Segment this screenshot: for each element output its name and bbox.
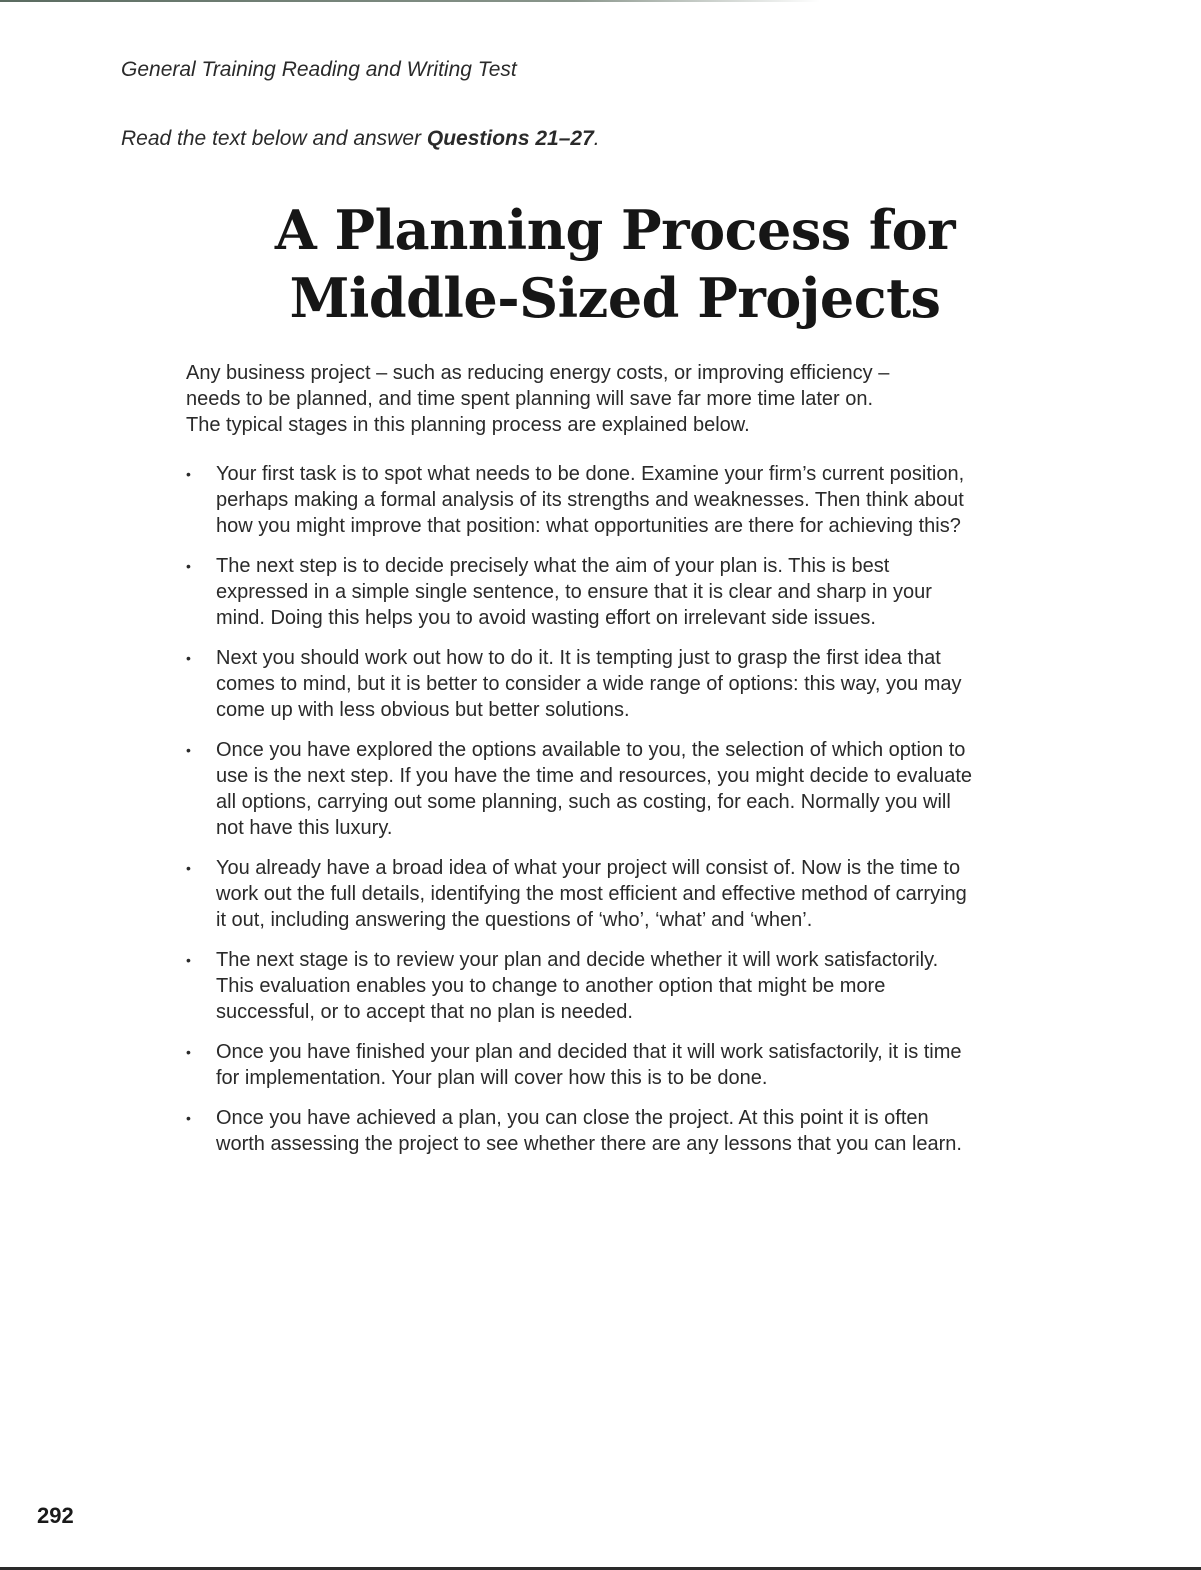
step-line: come up with less obvious but better solutions.	[216, 699, 630, 721]
instruction-questions: Questions 21–27	[426, 127, 594, 150]
step-line: successful, or to accept that no plan is needed.	[216, 1001, 633, 1023]
intro-paragraph	[186, 360, 1006, 438]
step-line: Next you should work out how to do it. It is tempting just to grasp the first idea that	[216, 647, 941, 669]
bullet-icon: •	[186, 558, 191, 574]
step-line: work out the full details, identifying the most efficient and effective method of carrying	[216, 883, 967, 905]
planning-step-6	[186, 947, 1066, 1025]
step-line: worth assessing the project to see whether there are any lessons that you can learn.	[216, 1133, 962, 1155]
step-line: for implementation. Your plan will cover how this is to be done.	[216, 1067, 768, 1089]
step-line: comes to mind, but it is better to consider a wide range of options: this way, you may	[216, 673, 962, 695]
bullet-icon: •	[186, 1044, 191, 1060]
step-line: mind. Doing this helps you to avoid wasting effort on irrelevant side issues.	[216, 607, 876, 629]
step-line: The next stage is to review your plan and decide whether it will work satisfactorily.	[216, 949, 939, 971]
bullet-icon: •	[186, 650, 191, 666]
planning-step-7	[186, 1039, 1066, 1091]
article-title	[180, 196, 1050, 332]
planning-step-1	[186, 461, 1066, 539]
step-line: it out, including answering the questions of ‘who’, ‘what’ and ‘when’.	[216, 909, 813, 931]
running-head: General Training Reading and Writing Test	[121, 58, 517, 81]
bullet-icon: •	[186, 466, 191, 482]
bullet-icon: •	[186, 952, 191, 968]
intro-line: needs to be planned, and time spent planning will save far more time later on.	[186, 388, 874, 410]
instruction-suffix: .	[593, 127, 600, 150]
planning-step-4	[186, 737, 1066, 841]
step-line: The next step is to decide precisely what the aim of your plan is. This is best	[216, 555, 890, 577]
bullet-icon: •	[186, 1110, 191, 1126]
step-line: not have this luxury.	[216, 817, 393, 839]
planning-step-2	[186, 553, 1066, 631]
step-line: Your first task is to spot what needs to be done. Examine your firm’s current position,	[216, 463, 965, 485]
instruction-prefix: Read the text below and answer	[121, 127, 427, 150]
step-line: You already have a broad idea of what your project will consist of. Now is the time to	[216, 857, 961, 879]
bullet-icon: •	[186, 742, 191, 758]
step-line: perhaps making a formal analysis of its strengths and weaknesses. Then think about	[216, 489, 964, 511]
planning-step-3	[186, 645, 1066, 723]
bullet-icon: •	[186, 860, 191, 876]
top-rule	[0, 0, 820, 2]
step-line: all options, carrying out some planning, such as costing, for each. Normally you will	[216, 791, 951, 813]
planning-steps-list	[186, 461, 1066, 1171]
step-line: Once you have achieved a plan, you can close the project. At this point it is often	[216, 1107, 929, 1129]
intro-line: Any business project – such as reducing energy costs, or improving efficiency –	[186, 362, 890, 384]
article-title-line-2: Middle-Sized Projects	[289, 266, 941, 330]
page-number: 292	[37, 1503, 74, 1528]
step-line: use is the next step. If you have the time and resources, you might decide to evaluate	[216, 765, 972, 787]
instruction	[121, 127, 600, 151]
step-line: how you might improve that position: what opportunities are there for achieving this?	[216, 515, 961, 537]
step-line: expressed in a simple single sentence, to ensure that it is clear and sharp in your	[216, 581, 932, 603]
planning-step-5	[186, 855, 1066, 933]
step-line: Once you have finished your plan and decided that it will work satisfactorily, it is time	[216, 1041, 962, 1063]
step-line: Once you have explored the options available to you, the selection of which option to	[216, 739, 966, 761]
article-title-line-1: A Planning Process for	[274, 198, 956, 262]
planning-step-8	[186, 1105, 1066, 1157]
step-line: This evaluation enables you to change to another option that might be more	[216, 975, 886, 997]
intro-line: The typical stages in this planning process are explained below.	[186, 414, 750, 436]
